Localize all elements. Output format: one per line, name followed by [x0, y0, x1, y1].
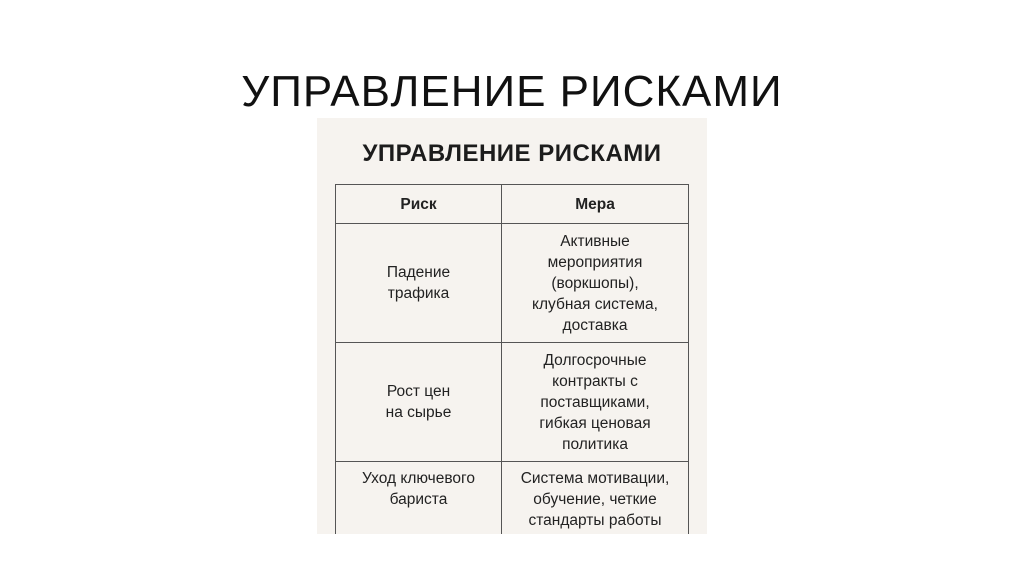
header-risk: Риск: [336, 185, 502, 224]
risk-cell: Падение трафика: [336, 224, 502, 343]
slide-title: УПРАВЛЕНИЕ РИСКАМИ: [241, 67, 783, 117]
measure-cell: Активные мероприятия (воркшопы), клубная система, доставка: [502, 224, 689, 343]
measure-cell: Система мотивации, обучение, четкие стандарты работы: [502, 462, 689, 535]
table-row: [336, 224, 689, 343]
table-row: [336, 343, 689, 462]
risk-cell: Уход ключевого бариста: [336, 462, 502, 535]
risk-cell: Рост цен на сырье: [336, 343, 502, 462]
risk-table: [335, 184, 689, 534]
measure-cell: Долгосрочные контракты с поставщиками, гибкая ценовая политика: [502, 343, 689, 462]
risk-management-image: [317, 118, 707, 534]
table-row: [336, 462, 689, 535]
header-measure: Мера: [502, 185, 689, 224]
table-header-row: [336, 185, 689, 224]
figure-title: УПРАВЛЕНИЕ РИСКАМИ: [362, 140, 662, 167]
